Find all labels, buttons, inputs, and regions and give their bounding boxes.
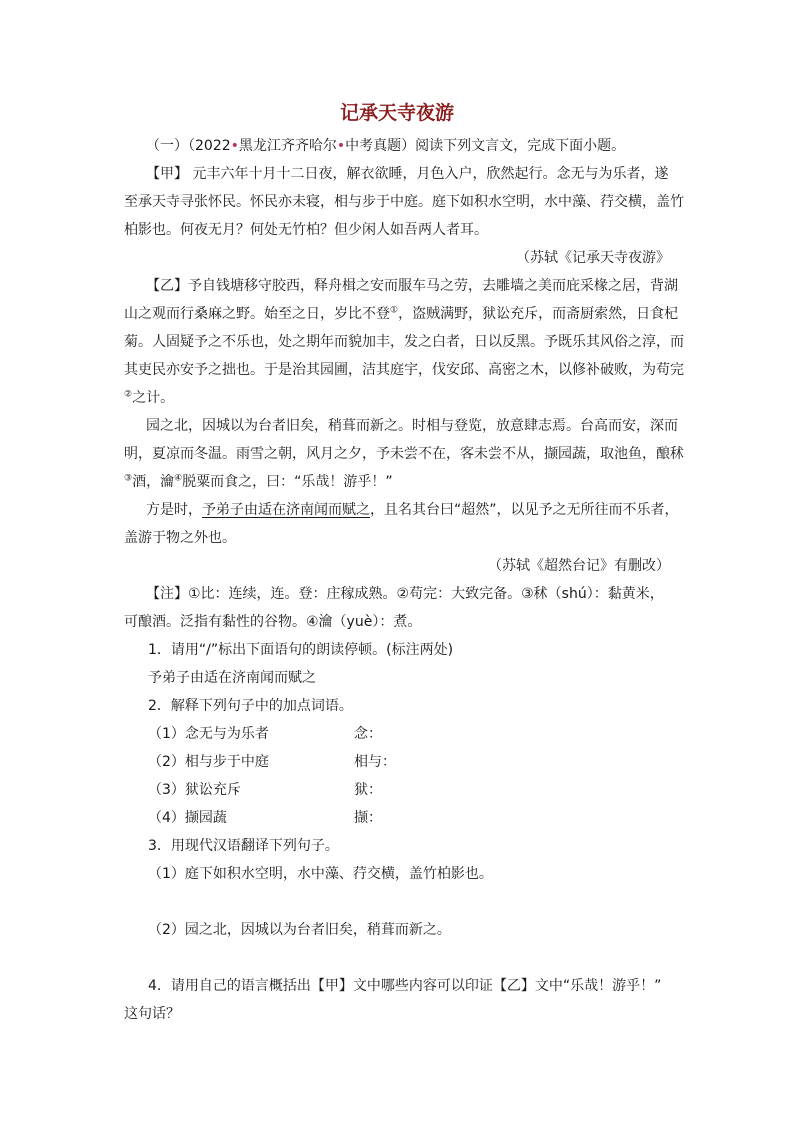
jia-line-2: 至承天寺寻张怀民。怀民亦未寝，相与步于中庭。庭下如积水空明，水中藻、荇交横，盖竹 — [124, 194, 684, 210]
notes-line-2: 可酿酒。泛指有黏性的谷物。④瀹（yuè）：煮。 — [124, 614, 422, 630]
jia-source: （苏轼《记承天寺夜游》 — [516, 250, 670, 266]
underlined-sentence: 予弟子由适在济南闻而赋之 — [202, 502, 370, 518]
yi-line-3: 菊。人固疑予之不乐也，处之期年而貌加丰，发之白者，日以反黑。予既乐其风俗之淳，而 — [124, 334, 684, 350]
question-4-line-2: 这句话？ — [124, 1006, 180, 1022]
question-3-item-2: （2）园之北，因城以为台者旧矣，稍葺而新之。 — [148, 922, 451, 938]
notes-line-1: 【注】①比：连续，连。登：庄稼成熟。②苟完：大致完备。③秫（shú）：黏黄米， — [146, 586, 664, 602]
yi-line-5: ②之计。 — [124, 389, 175, 406]
question-4-line-1: 4．请用自己的语言概括出【甲】文中哪些内容可以印证【乙】文中“乐哉！游乎！” — [148, 978, 662, 994]
question-2-item: （1）念无与为乐者 念： — [148, 726, 382, 742]
footnote-mark: ① — [390, 305, 399, 316]
footnote-mark: ② — [124, 389, 133, 400]
yi-line-4: 其吏民亦安予之拙也。于是治其园圃，洁其庭宇，伐安邱、高密之木，以修补破败，为苟完 — [124, 362, 684, 378]
yi-p2-line-2: 明，夏凉而冬温。雨雪之朝，风月之夕，予未尝不在，客未尝不从，撷园蔬，取池鱼，酿秫 — [124, 446, 684, 462]
question-2: 2．解释下列句子中的加点词语。 — [148, 698, 353, 714]
yi-p2-line-3: ③酒，瀹④脱粟而食之，曰：“乐哉！游乎！” — [124, 473, 393, 490]
yi-p3-line-2: 盖游于物之外也。 — [124, 530, 236, 546]
footnote-mark: ③ — [124, 473, 133, 484]
jia-line-1: 【甲】 元丰六年十月十二日夜，解衣欲睡，月色入户，欣然起行。念无与为乐者，遂 — [146, 166, 669, 182]
question-1-sentence: 予弟子由适在济南闻而赋之 — [148, 670, 316, 686]
separator-dot: • — [230, 138, 239, 154]
yi-source: （苏轼《超然台记》有删改） — [488, 558, 670, 574]
question-1: 1．请用“/”标出下面语句的朗读停顿。(标注两处) — [148, 642, 454, 658]
question-2-item: （2）相与步于中庭 相与： — [148, 754, 396, 770]
jia-line-3: 柏影也。何夜无月？何处无竹柏？但少闲人如吾两人者耳。 — [124, 222, 488, 238]
question-2-item: （4）撷园蔬 撷： — [148, 810, 382, 826]
page-title: 记承天寺夜游 — [339, 102, 454, 124]
question-2-item: （3）狱讼充斥 狱： — [148, 782, 382, 798]
separator-dot: • — [336, 138, 346, 154]
yi-line-1: 【乙】予自钱塘移守胶西，释舟楫之安而服车马之劳，去雕墙之美而庇采椽之居，背湖 — [146, 278, 678, 294]
footnote-mark: ④ — [174, 473, 183, 484]
yi-p3-line-1: 方是时，予弟子由适在济南闻而赋之，且名其台曰“超然”，以见予之无所往而不乐者， — [146, 502, 679, 518]
question-3-item-1: （1）庭下如积水空明，水中藻、荇交横，盖竹柏影也。 — [148, 866, 493, 882]
yi-line-2: 山之观而行桑麻之野。始至之日，岁比不登①，盗贼满野，狱讼充斥，而斋厨索然，日食杞 — [124, 305, 679, 322]
question-3: 3．用现代汉语翻译下列句子。 — [148, 838, 339, 854]
yi-p2-line-1: 园之北，因城以为台者旧矣，稍葺而新之。时相与登览，放意肆志焉。台高而安，深而 — [146, 418, 678, 434]
intro-line: （一）（2022•黑龙江齐齐哈尔•中考真题）阅读下列文言文，完成下面小题。 — [146, 138, 626, 154]
